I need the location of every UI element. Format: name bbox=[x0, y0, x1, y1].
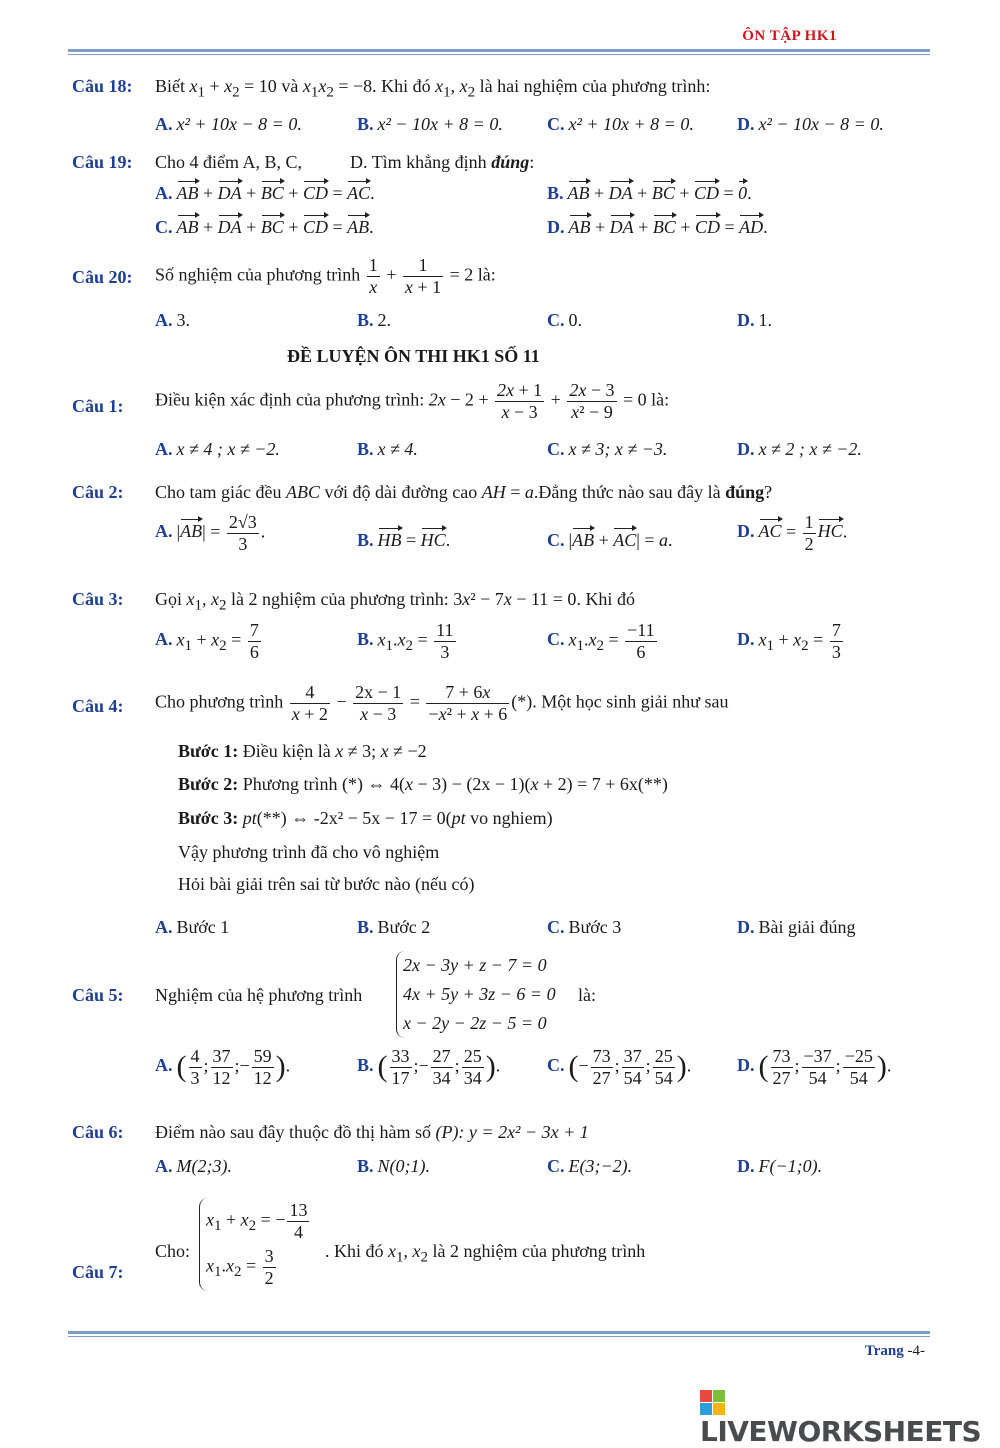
q3-option-d[interactable]: D. $x_1 + x_2$ = $\frac{7}{3}$ bbox=[737, 620, 841, 662]
question-20-text: Số nghiệm của phương trình $\frac{1}{x}$ + $\frac{1}{x + 1}$ = 2 là: bbox=[155, 255, 496, 297]
q5-option-d[interactable]: D. ( $\frac{73}{27}$ ; $\frac{-37}{54}$ ; $\frac{-25}{54}$ ). bbox=[737, 1046, 892, 1088]
q5-option-c[interactable]: C. (− $\frac{73}{27}$ ; $\frac{37}{54}$ ; $\frac{25}{54}$ ). bbox=[547, 1046, 692, 1088]
q4-conclusion: Vậy phương trình đã cho vô nghiệm bbox=[178, 842, 440, 862]
q4-step-2: Bước 2: Phương trình (*) ⇔ 4(x − 3) − (2x − 1)(x + 2) = 7 + 6x(**) bbox=[178, 774, 668, 794]
q4-step-3: Bước 3: pt(**) ⇔ -2x² − 5x − 17 = 0(pt vo nghiem) bbox=[178, 808, 553, 828]
q3-option-a[interactable]: A. $x_1 + x_2$ = $\frac{7}{6}$ bbox=[155, 620, 259, 662]
question-4-text: Cho phương trình $\frac{4}{x + 2}$ − $\frac{2x - 1}{x - 3}$ = $\frac{7 + 6x}{\text{−x² + x + 6}}$ (*). Một học sinh giải như sau bbox=[155, 682, 729, 724]
question-6-label: Câu 6: bbox=[72, 1122, 124, 1142]
q20-option-b[interactable]: B. 2. bbox=[357, 310, 392, 330]
q1-option-a[interactable]: A. x ≠ 4 ; x ≠ −2. bbox=[155, 439, 280, 459]
q2-option-c[interactable]: C. |AB + AC| = a. bbox=[547, 530, 673, 550]
question-2-text: Cho tam giác đều ABC với độ dài đường cao AH = a.Đẳng thức nào sau đây là đúng? bbox=[155, 482, 773, 502]
question-1-label: Câu 1: bbox=[72, 396, 124, 416]
header-rule bbox=[68, 49, 930, 55]
page-number: Trang -4- bbox=[864, 1343, 925, 1359]
liveworksheets-icon bbox=[700, 1390, 725, 1415]
question-7-label: Câu 7: bbox=[72, 1262, 124, 1282]
q4-option-d[interactable]: D. Bài giải đúng bbox=[737, 917, 856, 937]
q4-option-a[interactable]: A. Bước 1 bbox=[155, 917, 230, 937]
q4-option-c[interactable]: C. Bước 3 bbox=[547, 917, 622, 937]
q7-system: $x_1 + x_2$ = − $\frac{13}{4}$ $x_1.x_2$ = $\frac{3}{2}$ bbox=[199, 1198, 311, 1291]
q5-tail: là: bbox=[578, 985, 596, 1005]
q6-option-b[interactable]: B. N(0;1). bbox=[357, 1156, 431, 1176]
q6-option-a[interactable]: A. M(2;3). bbox=[155, 1156, 232, 1176]
q6-option-c[interactable]: C. E(3;−2). bbox=[547, 1156, 633, 1176]
question-3-label: Câu 3: bbox=[72, 589, 124, 609]
question-19-text: Cho 4 điểm A, B, C, D. Tìm khẳng định đúng: bbox=[155, 152, 535, 172]
question-18-text: Biết $x_1 + x_2 = 10$ và $x_1x_2 = -8$. Khi đó $x_1$, $x_2$ là hai nghiệm của phương trình: bbox=[155, 76, 711, 101]
question-5-text: Nghiệm của hệ phương trình bbox=[155, 985, 363, 1005]
question-7-tail: . Khi đó $x_1$, $x_2$ là 2 nghiệm của phương trình bbox=[325, 1241, 646, 1266]
question-6-text: Điểm nào sau đây thuộc đồ thị hàm số (P): y = 2x² − 3x + 1 bbox=[155, 1122, 589, 1142]
header-title: ÔN TẬP HK1 bbox=[742, 28, 837, 44]
q18-option-a[interactable]: A. x² + 10x − 8 = 0. bbox=[155, 114, 302, 134]
q2-option-a[interactable]: A. |AB| = $\frac{2√3}{3}$ . bbox=[155, 512, 266, 554]
q19-option-b[interactable]: B. AB + DA + BC + CD = 0. bbox=[547, 183, 752, 203]
q20-option-d[interactable]: D. 1. bbox=[737, 310, 772, 330]
question-7-text: Cho: bbox=[155, 1241, 191, 1261]
question-2-label: Câu 2: bbox=[72, 482, 124, 502]
question-3-text: Gọi $x_1$, $x_2$ là 2 nghiệm của phương trình: 3x² − 7x − 11 = 0. Khi đó bbox=[155, 589, 635, 614]
q2-option-d[interactable]: D. AC = $\frac{1}{2}$ HC. bbox=[737, 512, 848, 554]
question-4-label: Câu 4: bbox=[72, 696, 124, 716]
q6-option-d[interactable]: D. F(−1;0). bbox=[737, 1156, 823, 1176]
q1-option-d[interactable]: D. x ≠ 2 ; x ≠ −2. bbox=[737, 439, 862, 459]
q19-option-c[interactable]: C. AB + DA + BC + CD = AB. bbox=[155, 217, 374, 237]
question-1-text: Điều kiện xác định của phương trình: 2x − 2 + $\frac{2x + 1}{x - 3}$ + $\frac{2x - 3}{\text{x² − 9}}$ = 0 là: bbox=[155, 380, 670, 422]
q3-option-b[interactable]: B. $x_1.x_2$ = $\frac{11}{3}$ bbox=[357, 620, 454, 662]
question-20-label: Câu 20: bbox=[72, 267, 133, 287]
q3-option-c[interactable]: C. $x_1.x_2$ = $\frac{-11}{6}$ bbox=[547, 620, 655, 662]
q5-option-b[interactable]: B. ( $\frac{33}{17}$ ;− $\frac{27}{34}$ ; $\frac{25}{34}$ ). bbox=[357, 1046, 501, 1088]
q4-step-1: Bước 1: Điều kiện là x ≠ 3; x ≠ −2 bbox=[178, 741, 427, 761]
q18-option-b[interactable]: B. x² − 10x + 8 = 0. bbox=[357, 114, 503, 134]
q5-option-a[interactable]: A. ( $\frac{4}{3}$ ; $\frac{37}{12}$ ;− $\frac{59}{12}$ ). bbox=[155, 1046, 291, 1088]
q20-option-a[interactable]: A. 3. bbox=[155, 310, 190, 330]
q4-question: Hỏi bài giải trên sai từ bước nào (nếu có) bbox=[178, 874, 475, 894]
q1-option-c[interactable]: C. x ≠ 3; x ≠ −3. bbox=[547, 439, 668, 459]
q2-option-b[interactable]: B. HB = HC. bbox=[357, 530, 451, 550]
section-title: ĐỀ LUYỆN ÔN THI HK1 SỐ 11 bbox=[287, 346, 540, 366]
q18-option-d[interactable]: D. x² − 10x − 8 = 0. bbox=[737, 114, 884, 134]
q5-system: 2x − 3y + z − 7 = 0 4x + 5y + 3z − 6 = 0 x − 2y − 2z − 5 = 0 bbox=[396, 951, 556, 1038]
q20-option-c[interactable]: C. 0. bbox=[547, 310, 582, 330]
q18-option-c[interactable]: C. x² + 10x + 8 = 0. bbox=[547, 114, 694, 134]
question-18-label: Câu 18: bbox=[72, 76, 133, 96]
q1-option-b[interactable]: B. x ≠ 4. bbox=[357, 439, 418, 459]
question-19-label: Câu 19: bbox=[72, 152, 133, 172]
q4-option-b[interactable]: B. Bước 2 bbox=[357, 917, 431, 937]
question-5-label: Câu 5: bbox=[72, 985, 124, 1005]
q19-option-d[interactable]: D. AB + DA + BC + CD = AD. bbox=[547, 217, 768, 237]
footer-rule bbox=[68, 1331, 930, 1337]
liveworksheets-logo: LIVEWORKSHEETS bbox=[700, 1373, 1000, 1448]
q19-option-a[interactable]: A. AB + DA + BC + CD = AC. bbox=[155, 183, 375, 203]
